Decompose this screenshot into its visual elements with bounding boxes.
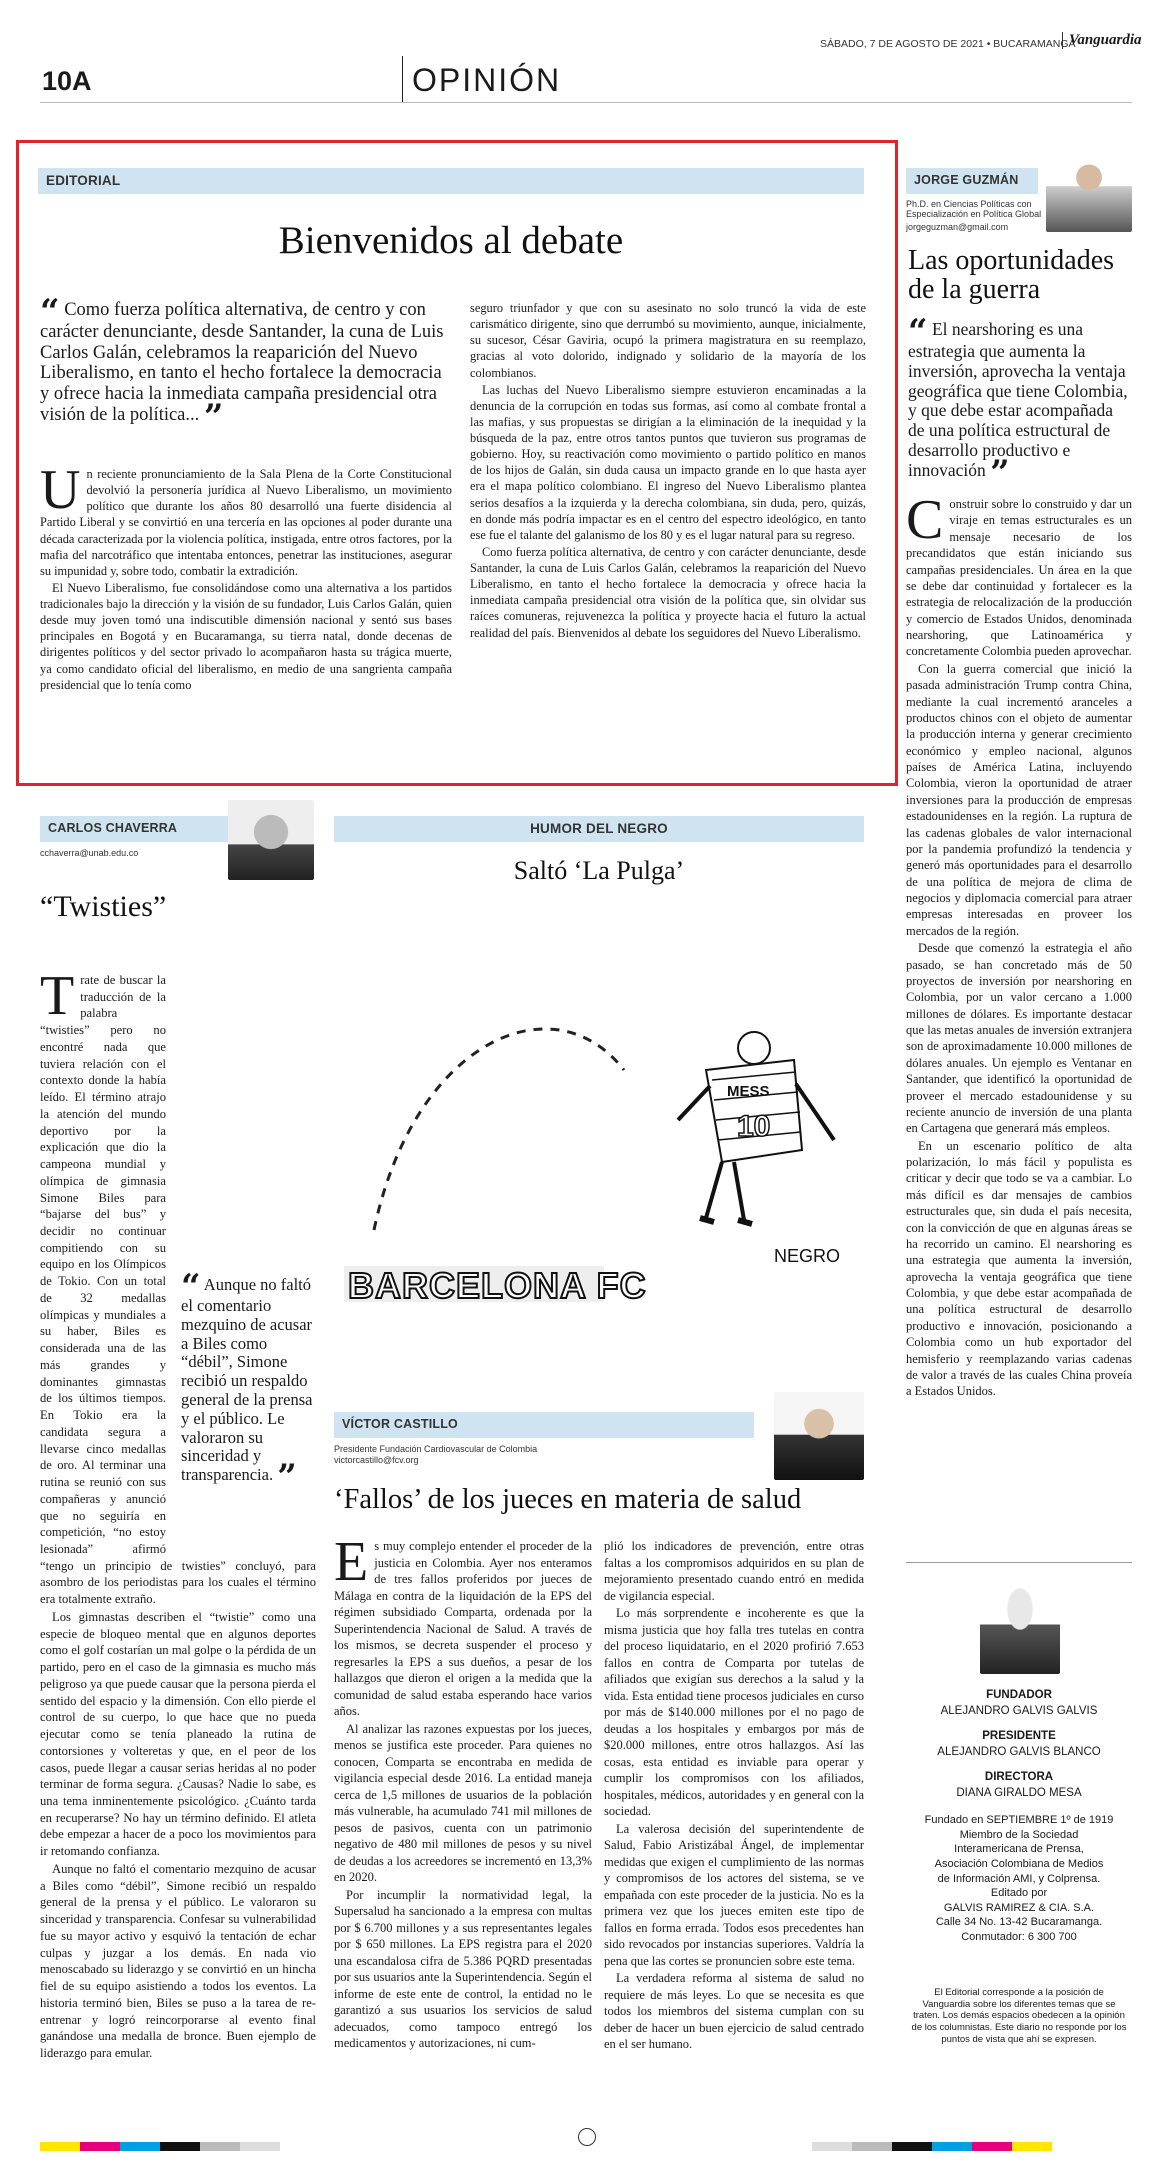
castillo-paragraph: plió los indicadores de prevención, entre otras faltas a los compromisos adquiridos en su plan de mejoramiento presentado cuando entró en medida de vigilancia especial. [604, 1539, 864, 1603]
info-line: GALVIS RAMIREZ & CIA. S.A. [943, 1901, 1095, 1914]
castillo-paragraph: Lo más sorprendente e incoherente es que la misma justicia que hoy falla tres tutelas en contra del proceso liquidatario, en el 2020 profirió 7.653 fallos en contra de Comparta por tutelas de afiliados que exigían sus derechos a la salud y la vida. Esta entidad tiene procesos judiciales en curso por más de $140.000 millones por el no pago de deudas a los hospitales y embargos por más de $20.000 millones, entre otros hallazgos. Así las cosas, esta entidad es inviable para operar y cumplir los compromisos con los afiliados, hospitales, médicos, autoridades y en general con la sociedad. [604, 1606, 864, 1818]
guzman-label: JORGE GUZMÁN [906, 168, 1038, 194]
guzman-paragraph: En un escenario político de alta polarización, lo más fácil y populista es criticar y decir que todo se va a cambiar. Lo más difícil es dar mensajes de cambios estructurales que, sin duda el país necesita, con la convicción de que en algunas áreas se ha recorrido un camino. El nearshoring es una estrategia que aumenta la inversión, aprovecha la ventaja geográfica que tiene Colombia, y que debe estar acompañada de una política estructural de desarrollo productivo e innovación, posicionando a Colombia como un hub exportador del hemisferio y reemplazando varias cadenas de valor a través de las cuales China proveía a Estados Unidos. [906, 1138, 1132, 1399]
guzman-pullquote-text: El nearshoring es una estrategia que aumenta la inversión, aprovecha la ventaja geográfica que tiene Colombia, y que debe estar acompañada de una política estructural de desarrollo productivo e innovación [908, 319, 1128, 480]
info-line: Conmutador: 6 300 700 [961, 1931, 1077, 1944]
editorial-dropcap: U [40, 459, 81, 521]
humor-label: HUMOR DEL NEGRO [334, 816, 864, 842]
open-quote-icon: “ [40, 292, 60, 332]
chaverra-paragraph: Aunque no faltó el comentario mezquino de acusar a Biles como “débil”, Simone recibió un respaldo general de la prensa y el público. Le valoraron su sinceridad y transparencia. Confesar su vulnerabilidad fue su mayor activo y esquivó la tentación de echar culpas y juzgar a los demás. En nada vio menoscabado su liderazgo y se convirtió en un hincha fiel de su equipo asistiendo a todos los eventos. La historia terminó bien, Biles se puso a la tarea de re-entrenar y logró reincorporarse al evento final ganándose una medalla de bronce. Buen ejemplo de liderazgo para emular. [40, 1861, 316, 2060]
castillo-email: victorcastillo@fcv.org [334, 1455, 419, 1465]
page-number: 10A [42, 66, 92, 96]
castillo-dropcap: E [334, 1531, 369, 1593]
guzman-paragraph: onstruir sobre lo construido y dar un viraje en temas estructurales es un mensaje necesario de los precandidatos que están iniciando sus campañas presidenciales. Un área en la que se debe dar continuidad y fortalecer es la estrategia de relocalización de la producción y comercio de Estados Unidos, denominada nearshoring, que Latinoamérica y concretamente Colombia pueden aprovechar. [906, 497, 1132, 659]
castillo-title: ‘Fallos’ de los jueces en materia de salud [334, 1484, 802, 1515]
info-line: Asociación Colombiana de Medios [934, 1857, 1104, 1870]
editorial-pullquote [40, 292, 450, 437]
castillo-paragraph: Al analizar las razones expuestas por los jueces, menos se justifica este proceder. Para quienes no conocen, Comparta se encontraba en medida de vigilancia especial desde 2016. La entidad maneja cerca de 1,5 millones de usuarios de la población más vulnerable, ha acumulado 741 mil millones de pesos de pasivos, cuenta con un patrimonio negativo de 480 mil millones de pesos y su nivel de deudas a los acreedores se incrementó en 13,3% en 2020. [334, 1721, 592, 1884]
guzman-title: Las oportunidades de la guerra [908, 245, 1115, 306]
founder-label: FUNDADOR [986, 1689, 1052, 1701]
info-line: Interamericana de Prensa, [954, 1843, 1084, 1856]
print-color-bar-left [40, 2136, 360, 2155]
brand-logo: Vanguardia [1062, 32, 1142, 49]
editorial-column-1 [40, 459, 452, 693]
disclaimer: El Editorial corresponde a la posición de Vanguardia sobre los diferentes temas que se traten. Los demás espacios obedecen a la opinión de los columnistas. Este diario no responde por los puntos de vista que ahí se expresen. [911, 1986, 1127, 2046]
ball-trajectory [374, 1029, 624, 1230]
dateline: SÁBADO, 7 DE AGOSTO DE 2021 • BUCARAMANGA [820, 38, 1076, 50]
chaverra-label: CARLOS CHAVERRA [40, 816, 230, 842]
guzman-pullquote [908, 312, 1132, 493]
founder-portrait [980, 1574, 1060, 1674]
guzman-paragraph: Con la guerra comercial que inició la pasada administración Trump contra China, mediante la cual incrementó aranceles a productos chinos con el objeto de aumentar la producción interna y generar crecimiento económico y empleo nacional, algunos países de América Latina, incluyendo Colombia, vieron la oportunidad de atraer inversiones para la producción de empresas estadounidenses en la región. La ruptura de las cadenas globales de valor internacional por la pandemia profundizó la tendencia y generó más oportunidades para el desarrollo de una política de mejora de clima de negocios y diplomacia comercial para atraer empresas interesadas en proveer los mercados de la región. [906, 661, 1132, 938]
castillo-column-2 [604, 1538, 864, 2053]
guzman-paragraph: Desde que comenzó la estrategia el año pasado, se han concretado más de 50 proyectos de inversión por nearshoring en Colombia, por un valor cercano a 1.000 millones de dólares. Es importante destacar que las metas anuales de inversión extranjera son de aproximadamente 10.000 millones de dólares anuales. Un ejemplo es Ventanar en Santander, que identificó la oportunidad de proveer el mercado estadounidense y su reciente anuncio de inversión de una planta en Cartagena que generará más empleos. [906, 941, 1132, 1136]
section-title: OPINIÓN [412, 62, 562, 98]
editorial-paragraph: Las luchas del Nuevo Liberalismo siempre estuvieron encaminadas a la denuncia de la corrupción en todas sus formas, así como al combate frontal a las mafias, y sus propuestas se dirigían a la eliminación de la inequidad y la búsqueda de la paz, entre otros tantos puntos que tuvieron sus programas de gobierno. Hoy, su reactivación como movimiento o partido político en manos de los hijos de Galán, sin duda causa un impacto grande en lo que hasta ayer era el mapa político colombiano. El ingreso del Nuevo Liberalismo plantea serios desafíos a la izquierda y la derecha colombiana, sin duda, pero, quizás, en donde más podría impactar es en el centro del espectro ideológico, en tanto ese fue el talante del galanismo de los 80 y es el lugar natural para su regreso. [470, 382, 866, 542]
editorial-paragraph: Como fuerza política alternativa, de centro y con carácter denunciante, desde Santander, la cuna de Luis Carlos Galán, celebramos la reaparición del Nuevo Liberalismo, en tanto el hecho fortalece la democracia y ofrece hacia la inmediata campaña presidencial otra visión de la política que, sin olvidar sus raíces comuneras, rejuvenezca la política y proyecte hacia el futuro la actual realidad del país. Bienvenidos al debate los seguidores del Nuevo Liberalismo. [470, 544, 866, 640]
close-quote-icon: ” [277, 1457, 297, 1498]
chaverra-body [40, 965, 316, 2062]
info-line: de Información AMI, y Colprensa. [937, 1872, 1101, 1885]
guzman-avatar [1046, 148, 1132, 232]
registration-mark-icon [578, 2128, 596, 2146]
castillo-paragraph: Por incumplir la normatividad legal, la Supersalud ha sancionado a la empresa con multas por $ 6.700 millones y a sus representantes legales por $ 650 millones. La EPS registra para el 2020 una escandalosa cifra de 5.386 PQRD presentadas por sus usuarios ante la Superintendencia. Según el informe de este ente de control, la entidad no le garantizó a sus usuarios los servicios de salud adecuados, como tampoco entregó los medicamentos y autorizaciones, ni cum- [334, 1887, 592, 2050]
president-label: PRESIDENTE [982, 1730, 1056, 1743]
chaverra-pullquote [175, 1267, 315, 1498]
header-rule [40, 102, 1132, 103]
shirt-name: MESS [727, 1083, 770, 1100]
guzman-body [906, 489, 1132, 1400]
close-quote-icon: ” [990, 452, 1010, 493]
chaverra-pullquote-text: Aunque no faltó el comentario mezquino de acusar a Biles como “débil”, Simone recibió un respaldo general de la prensa y el público. Le valoraron su sinceridad y transparencia. [181, 1275, 313, 1485]
info-line: Calle 34 No. 13-42 Bucaramanga. [935, 1916, 1103, 1929]
editorial-pullquote-text: Como fuerza política alternativa, de centro y con carácter denunciante, desde Santander, la cuna de Luis Carlos Galán, celebramos la reaparición del Nuevo Liberalismo, en tanto el hecho fortalece la democracia y ofrece hacia la inmediata campaña presidencial otra visión de la política... [40, 300, 444, 425]
chaverra-title: “Twisties” [40, 890, 167, 923]
open-quote-icon: “ [908, 312, 928, 352]
cartoon [334, 900, 864, 1380]
director-name: DIANA GIRALDO MESA [956, 1786, 1082, 1799]
open-quote-icon: “ [181, 1267, 201, 1307]
castillo-column-1 [334, 1531, 592, 2052]
editorial-title: Bienvenidos al debate [278, 219, 624, 262]
info-line: Miembro de la Sociedad [959, 1828, 1079, 1841]
editorial-paragraph: El Nuevo Liberalismo, fue consolidándose como una alternativa a los partidos tradicionales bajo la dirección y la visión de su fundador, Luis Carlos Galán, quien desde muy joven tomó una indiscutible dimensión nacional y sentó sus bases principales en Bogotá y en Bucaramanga, su tierra natal, donde decenas de dirigentes políticos y del sector privado lo acompañaron hasta su trágica muerte, ya como candidato oficial del liberalismo, en medio de una sangrienta campaña presidencial que lo tenía como [40, 580, 452, 692]
guzman-bio: Ph.D. en Ciencias Políticas con Especialización en Política Global [906, 199, 1042, 219]
editorial-paragraph: n reciente pronunciamiento de la Sala Plena de la Corte Constitucional devolvió la personería jurídica al Nuevo Liberalismo, un movimiento político que durante los años 80 desarrolló una fuerte disidencia al Partido Liberal y se convirtió en una tercería en las opciones al poder durante una década caracterizada por la violencia política, instigada, entre otros factores, por la mafia del narcotráfico que intentaba entonces, penetrar las instituciones, asegurar su impunidad y, sobre todo, combatir la extradición. [40, 467, 452, 578]
info-line: Fundado en SEPTIEMBRE 1º de 1919 [924, 1814, 1114, 1827]
chaverra-avatar [228, 800, 314, 880]
chaverra-email: cchaverra@unab.edu.co [40, 848, 139, 858]
castillo-paragraph: s muy complejo entender el proceder de la justicia en Colombia. Ayer nos enteramos de tres fallos proferidos por jueces de Málaga en contra de la liquidación de la EPS del régimen subsidiado Comparta, ordenada por la Superintendencia Nacional de Salud. A través de los mismos, se decreta suspender el proceso y regresarles la EPS a sus dueños, a pesar de los hallazgos que dieron el origen a la medida que la comunidad de salud estaba esperando hace varios años. [334, 1539, 592, 1718]
castillo-bio: Presidente Fundación Cardiovascular de Colombia [334, 1444, 538, 1454]
shirt-number: 10 [737, 1110, 771, 1143]
guzman-email: jorgeguzman@gmail.com [906, 222, 1009, 232]
banner-text: BARCELONA FC [348, 1265, 647, 1306]
castillo-avatar [774, 1392, 864, 1480]
editorial-paragraph: seguro triunfador y que con su asesinato no solo truncó la vida de este carismático dirigente, sino que derrumbó su movimiento, aunque, inicialmente, su sucesor, César Gaviria, ocupó la primera magistratura en su reemplazo, gracias al voto dolorido, indignado y solidario de la mayoría de los colombianos. [470, 301, 866, 380]
masthead-rule [906, 1562, 1132, 1563]
editorial-column-2 [470, 300, 866, 641]
humor-title: Saltó ‘La Pulga’ [513, 856, 685, 885]
chaverra-dropcap: T [40, 965, 75, 1027]
chaverra-paragraph: rate de buscar la traducción de la palabra “twisties” pero no encontré nada que tuviera relación con el contexto donde la había leído. El término atrajo la atención del mundo deportivo por la explicación que dio la campeona mundial y olímpica de gimnasia Simone Biles para “bajarse del bus” y decidir no continuar compitiendo con su equipo en los Olímpicos de Tokio. Con un total de 32 medallas olímpicas y mundiales a su haber, Biles es considerada una de las más grandes y dominantes gimnastas de los últimos tiempos. En Tokio era la candidata segura a llevarse cinco medallas de oro. Al terminar una rutina se reunió con sus compañeras y anunció que no seguiría en competición, “no estoy lesionada” afirmó “tengo un principio de twisties” concluyó, para asombro de los periodistas para los cuales el término era totalmente extraño. [40, 973, 316, 1607]
founder-name: ALEJANDRO GALVIS GALVIS [940, 1704, 1098, 1717]
print-color-bar-right [812, 2136, 1132, 2155]
section-divider [402, 56, 403, 102]
castillo-paragraph: La valerosa decisión del superintendente de Salud, Fabio Aristizábal Ángel, de implementar medidas que exigen el cumplimiento de las normas y compromisos de los actores del sistema, se ve empañada con este proceder de la justicia. No es la primera vez que los jueces emiten este tipo de fallos en forma errada. Todos esos precedentes han sido revocados por instancias superiores. Valdría la pena que las cortes se pronuncien sobre este tema. [604, 1821, 864, 1968]
cartoon-signature: NEGRO [774, 1246, 841, 1266]
chaverra-paragraph: Los gimnastas describen el “twistie” como una especie de bloqueo mental que en algunos deportes como el golf costarían un mal golpe o la pérdida de un partido, pero en el caso de la gimnasia es mucho más peligroso ya que puede causar que la persona pierda el sentido del espacio y la dimensión. Con ello pierde el control de su cuerpo, lo que hace que no pueda ejecutar como se tenía planeado la rutina de contorsiones y volteretas y que, en el peor de los casos, puede llegar a causar serias heridas al no poder terminar de forma segura. ¿Causas? Nadie lo sabe, es una tema inminentemente psicológico. ¿Cuánto tarda en recuperarse? No hay un término definido. El atleta debe empezar a hacer de a poco los movimientos para ir retomando confianza. [40, 1609, 316, 1859]
guzman-dropcap: C [906, 489, 944, 551]
director-label: DIRECTORA [984, 1771, 1054, 1784]
masthead-info [906, 1813, 1132, 1945]
president-name: ALEJANDRO GALVIS BLANCO [937, 1745, 1101, 1758]
info-line: Editado por [990, 1887, 1048, 1900]
editorial-label: EDITORIAL [38, 168, 864, 194]
masthead [906, 1688, 1132, 2046]
castillo-label: VÍCTOR CASTILLO [334, 1412, 754, 1438]
close-quote-icon: ” [203, 396, 224, 437]
castillo-paragraph: La verdadera reforma al sistema de salud no requiere de más leyes. Lo que se necesita es que todos los miembros del sistema cumplan con su deber de hacer un buen ejercicio de salud centrado en el ser humano. [604, 1971, 864, 2051]
